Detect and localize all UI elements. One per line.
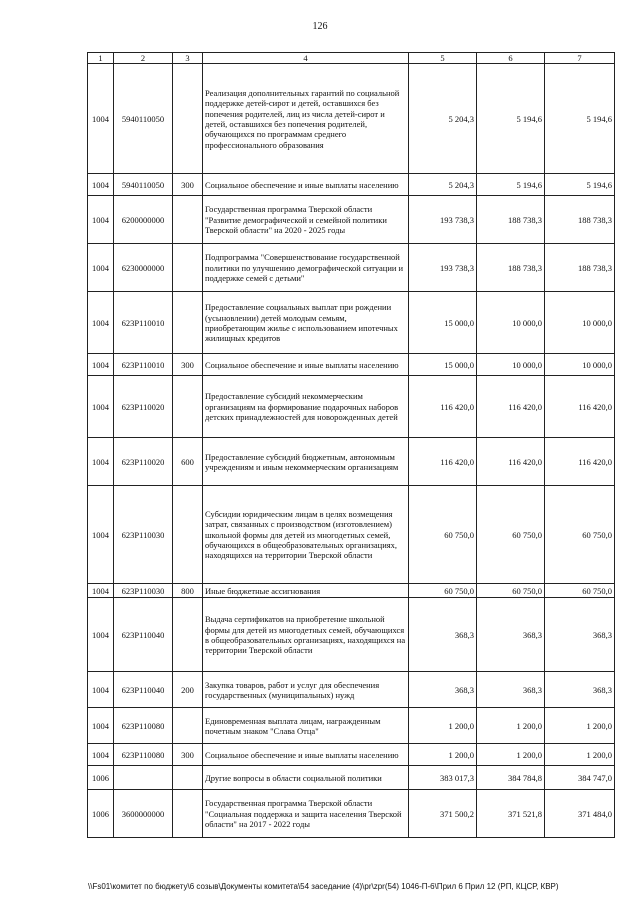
amount-col6-cell: 116 420,0 xyxy=(477,376,545,438)
table-row xyxy=(88,598,615,672)
amount-col6-cell: 368,3 xyxy=(477,598,545,672)
table-row xyxy=(88,292,615,354)
amount-col6-cell: 188 738,3 xyxy=(477,244,545,292)
expense-type-cell xyxy=(173,598,203,672)
target-code-cell: 623P110040 xyxy=(114,598,173,672)
section-code-cell: 1004 xyxy=(88,672,114,708)
header-col-7: 7 xyxy=(545,53,615,64)
target-code-cell: 5940110050 xyxy=(114,174,173,196)
table-row xyxy=(88,790,615,838)
section-code-cell: 1004 xyxy=(88,744,114,766)
amount-col6-cell: 368,3 xyxy=(477,672,545,708)
amount-col5-cell: 1 200,0 xyxy=(409,744,477,766)
expense-type-cell xyxy=(173,292,203,354)
amount-col5-cell: 1 200,0 xyxy=(409,708,477,744)
expense-type-cell: 600 xyxy=(173,438,203,486)
table-row xyxy=(88,672,615,708)
amount-col5-cell: 60 750,0 xyxy=(409,486,477,584)
amount-col6-cell: 188 738,3 xyxy=(477,196,545,244)
description-cell: Предоставление субсидий бюджетным, автономным учреждениям и иным некоммерческим организациям xyxy=(203,438,409,486)
target-code-cell: 623P110020 xyxy=(114,376,173,438)
expense-type-cell: 300 xyxy=(173,354,203,376)
amount-col7-cell: 5 194,6 xyxy=(545,64,615,174)
target-code-cell: 623P110010 xyxy=(114,292,173,354)
expense-type-cell xyxy=(173,196,203,244)
section-code-cell: 1004 xyxy=(88,584,114,598)
amount-col5-cell: 193 738,3 xyxy=(409,196,477,244)
amount-col6-cell: 116 420,0 xyxy=(477,438,545,486)
amount-col7-cell: 368,3 xyxy=(545,672,615,708)
amount-col7-cell: 10 000,0 xyxy=(545,354,615,376)
amount-col7-cell: 5 194,6 xyxy=(545,174,615,196)
target-code-cell xyxy=(114,766,173,790)
section-code-cell: 1006 xyxy=(88,766,114,790)
amount-col6-cell: 60 750,0 xyxy=(477,486,545,584)
amount-col7-cell: 1 200,0 xyxy=(545,708,615,744)
amount-col6-cell: 10 000,0 xyxy=(477,354,545,376)
table-row xyxy=(88,766,615,790)
section-code-cell: 1004 xyxy=(88,244,114,292)
description-cell: Закупка товаров, работ и услуг для обеспечения государственных (муниципальных) нужд xyxy=(203,672,409,708)
section-code-cell: 1004 xyxy=(88,292,114,354)
description-cell: Социальное обеспечение и иные выплаты населению xyxy=(203,174,409,196)
expense-type-cell xyxy=(173,766,203,790)
amount-col5-cell: 5 204,3 xyxy=(409,64,477,174)
page-number: 126 xyxy=(312,21,328,32)
description-cell: Единовременная выплата лицам, награжденным почетным знаком "Слава Отца" xyxy=(203,708,409,744)
section-code-cell: 1004 xyxy=(88,64,114,174)
expense-type-cell: 300 xyxy=(173,744,203,766)
description-cell: Государственная программа Тверской области "Развитие демографической и семейной политики Тверской области" на 2020 - 2025 годы xyxy=(203,196,409,244)
target-code-cell: 623P110080 xyxy=(114,744,173,766)
header-col-4: 4 xyxy=(203,53,409,64)
description-cell: Социальное обеспечение и иные выплаты населению xyxy=(203,354,409,376)
amount-col5-cell: 15 000,0 xyxy=(409,354,477,376)
table-row xyxy=(88,486,615,584)
description-cell: Предоставление субсидий некоммерческим организациям на формирование подарочных наборов детских принадлежностей для новорожденных детей xyxy=(203,376,409,438)
target-code-cell: 6200000000 xyxy=(114,196,173,244)
file-path-footer: \\Fs01\комитет по бюджету\6 созыв\Документы комитета\54 заседание (4)\pr\zpr(54) 1046-П-6\Прил 6 Прил 12 (РП, КЦСР, КВР) xyxy=(88,882,559,891)
amount-col7-cell: 188 738,3 xyxy=(545,244,615,292)
section-code-cell: 1004 xyxy=(88,354,114,376)
header-col-2: 2 xyxy=(114,53,173,64)
table-row xyxy=(88,744,615,766)
table-row xyxy=(88,174,615,196)
budget-table xyxy=(87,52,615,838)
description-cell: Другие вопросы в области социальной политики xyxy=(203,766,409,790)
target-code-cell: 623P110020 xyxy=(114,438,173,486)
section-code-cell: 1004 xyxy=(88,174,114,196)
header-col-1: 1 xyxy=(88,53,114,64)
description-cell: Социальное обеспечение и иные выплаты населению xyxy=(203,744,409,766)
description-cell: Субсидии юридическим лицам в целях возмещения затрат, связанных с производством (изготовлением) школьной формы для детей из многодетных семей, обучающихся в общеобразовательных организациях, находящихся на территории Тверской области xyxy=(203,486,409,584)
amount-col6-cell: 10 000,0 xyxy=(477,292,545,354)
amount-col5-cell: 368,3 xyxy=(409,672,477,708)
header-row xyxy=(88,53,615,64)
section-code-cell: 1004 xyxy=(88,486,114,584)
target-code-cell: 3600000000 xyxy=(114,790,173,838)
amount-col6-cell: 371 521,8 xyxy=(477,790,545,838)
header-col-5: 5 xyxy=(409,53,477,64)
target-code-cell: 623P110010 xyxy=(114,354,173,376)
expense-type-cell xyxy=(173,376,203,438)
section-code-cell: 1004 xyxy=(88,376,114,438)
section-code-cell: 1004 xyxy=(88,598,114,672)
amount-col7-cell: 60 750,0 xyxy=(545,486,615,584)
amount-col7-cell: 116 420,0 xyxy=(545,438,615,486)
description-cell: Государственная программа Тверской области "Социальная поддержка и защита населения Тверской области" на 2017 - 2022 годы xyxy=(203,790,409,838)
description-cell: Выдача сертификатов на приобретение школьной формы для детей из многодетных семей, обучающихся в общеобразовательных организациях, находящихся на территории Тверской области xyxy=(203,598,409,672)
section-code-cell: 1004 xyxy=(88,196,114,244)
expense-type-cell xyxy=(173,64,203,174)
description-cell: Реализация дополнительных гарантий по социальной поддержке детей-сирот и детей, оставшихся без попечения родителей, лиц из числа детей-сирот и детей, оставшихся без попечения родителей, обучающихся по программам среднего профессионального образования xyxy=(203,64,409,174)
target-code-cell: 6230000000 xyxy=(114,244,173,292)
description-cell: Подпрограмма "Совершенствование государственной политики по улучшению демографической ситуации и поддержке семей с детьми" xyxy=(203,244,409,292)
table-row xyxy=(88,708,615,744)
section-code-cell: 1004 xyxy=(88,438,114,486)
table-row xyxy=(88,584,615,598)
amount-col5-cell: 368,3 xyxy=(409,598,477,672)
amount-col7-cell: 371 484,0 xyxy=(545,790,615,838)
expense-type-cell xyxy=(173,708,203,744)
amount-col5-cell: 116 420,0 xyxy=(409,438,477,486)
amount-col7-cell: 116 420,0 xyxy=(545,376,615,438)
amount-col5-cell: 116 420,0 xyxy=(409,376,477,438)
amount-col5-cell: 5 204,3 xyxy=(409,174,477,196)
amount-col5-cell: 15 000,0 xyxy=(409,292,477,354)
amount-col7-cell: 384 747,0 xyxy=(545,766,615,790)
target-code-cell: 623P110030 xyxy=(114,584,173,598)
expense-type-cell: 800 xyxy=(173,584,203,598)
table-row xyxy=(88,64,615,174)
table-row xyxy=(88,244,615,292)
amount-col6-cell: 384 784,8 xyxy=(477,766,545,790)
amount-col5-cell: 371 500,2 xyxy=(409,790,477,838)
target-code-cell: 623P110080 xyxy=(114,708,173,744)
amount-col7-cell: 1 200,0 xyxy=(545,744,615,766)
target-code-cell: 623P110040 xyxy=(114,672,173,708)
amount-col5-cell: 60 750,0 xyxy=(409,584,477,598)
section-code-cell: 1006 xyxy=(88,790,114,838)
table-row xyxy=(88,376,615,438)
target-code-cell: 5940110050 xyxy=(114,64,173,174)
expense-type-cell: 300 xyxy=(173,174,203,196)
header-col-6: 6 xyxy=(477,53,545,64)
amount-col7-cell: 60 750,0 xyxy=(545,584,615,598)
description-cell: Предоставление социальных выплат при рождении (усыновлении) детей молодым семьям, приобретающим жилье с использованием ипотечных жилищных кредитов xyxy=(203,292,409,354)
expense-type-cell xyxy=(173,244,203,292)
description-cell: Иные бюджетные ассигнования xyxy=(203,584,409,598)
amount-col6-cell: 60 750,0 xyxy=(477,584,545,598)
table-row xyxy=(88,438,615,486)
table-body xyxy=(88,64,615,838)
amount-col6-cell: 5 194,6 xyxy=(477,174,545,196)
header-col-3: 3 xyxy=(173,53,203,64)
amount-col6-cell: 1 200,0 xyxy=(477,708,545,744)
table-row xyxy=(88,196,615,244)
section-code-cell: 1004 xyxy=(88,708,114,744)
amount-col6-cell: 1 200,0 xyxy=(477,744,545,766)
expense-type-cell xyxy=(173,486,203,584)
table-row xyxy=(88,354,615,376)
amount-col7-cell: 188 738,3 xyxy=(545,196,615,244)
amount-col7-cell: 368,3 xyxy=(545,598,615,672)
expense-type-cell: 200 xyxy=(173,672,203,708)
expense-type-cell xyxy=(173,790,203,838)
target-code-cell: 623P110030 xyxy=(114,486,173,584)
amount-col5-cell: 383 017,3 xyxy=(409,766,477,790)
amount-col7-cell: 10 000,0 xyxy=(545,292,615,354)
amount-col6-cell: 5 194,6 xyxy=(477,64,545,174)
amount-col5-cell: 193 738,3 xyxy=(409,244,477,292)
